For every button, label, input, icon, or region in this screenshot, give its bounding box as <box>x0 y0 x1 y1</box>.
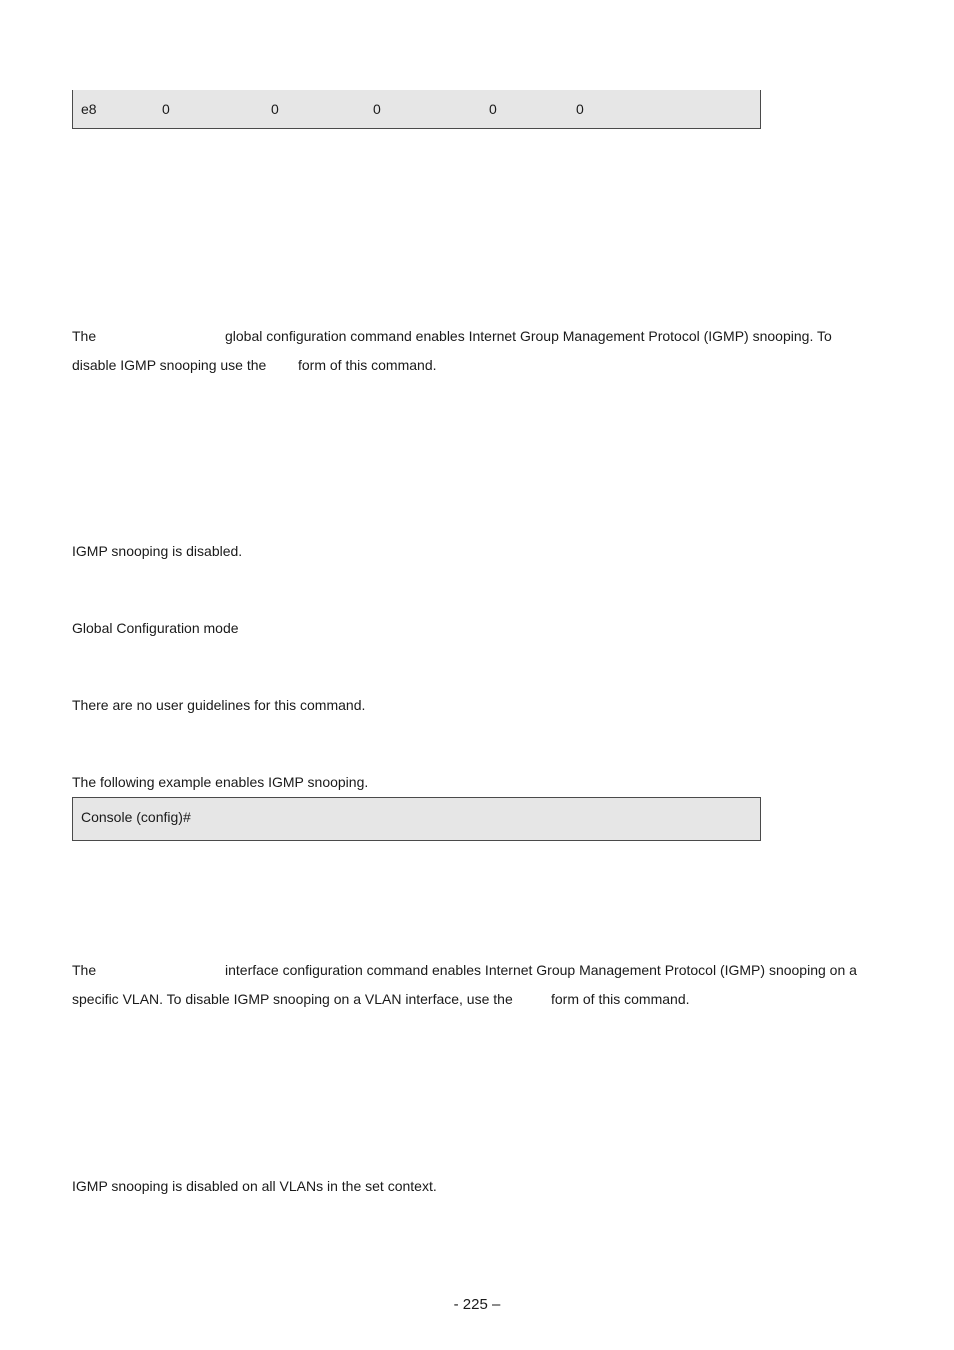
page-number: - 225 – <box>453 1296 501 1313</box>
section1-example-intro: The following example enables IGMP snooping. <box>72 774 369 790</box>
table-cell-value-3: 0 <box>373 101 381 117</box>
console-prompt: Console (config)# <box>81 809 191 825</box>
table-cell-value-5: 0 <box>576 101 584 117</box>
table-row <box>72 90 761 129</box>
section2-description-lead: The <box>72 962 97 978</box>
section2-description-tail: form of this command. <box>551 991 690 1007</box>
section2-description-line1 <box>72 962 892 978</box>
table-cell-port: e8 <box>81 101 97 117</box>
section2-description-text2: specific VLAN. To disable IGMP snooping on a VLAN interface, use the <box>72 991 513 1007</box>
console-example-box <box>72 797 761 841</box>
section2-description-text: interface configuration command enables Internet Group Management Protocol (IGMP) snooping on a <box>225 962 857 978</box>
section1-default: IGMP snooping is disabled. <box>72 543 243 559</box>
section1-description-lead: The <box>72 328 97 344</box>
section2-description-line2 <box>72 991 892 1007</box>
table-cell-value-1: 0 <box>162 101 170 117</box>
table-cell-value-4: 0 <box>489 101 497 117</box>
section1-description-text2: disable IGMP snooping use the <box>72 357 267 373</box>
section1-description-line2 <box>72 357 872 373</box>
section1-description-line1 <box>72 328 872 344</box>
section1-description-tail: form of this command. <box>298 357 437 373</box>
section1-description-text: global configuration command enables Internet Group Management Protocol (IGMP) snooping. To <box>225 328 832 344</box>
table-cell-value-2: 0 <box>271 101 279 117</box>
section2-default: IGMP snooping is disabled on all VLANs in the set context. <box>72 1178 437 1194</box>
section1-command-mode: Global Configuration mode <box>72 620 239 636</box>
section1-user-guidelines: There are no user guidelines for this command. <box>72 697 366 713</box>
